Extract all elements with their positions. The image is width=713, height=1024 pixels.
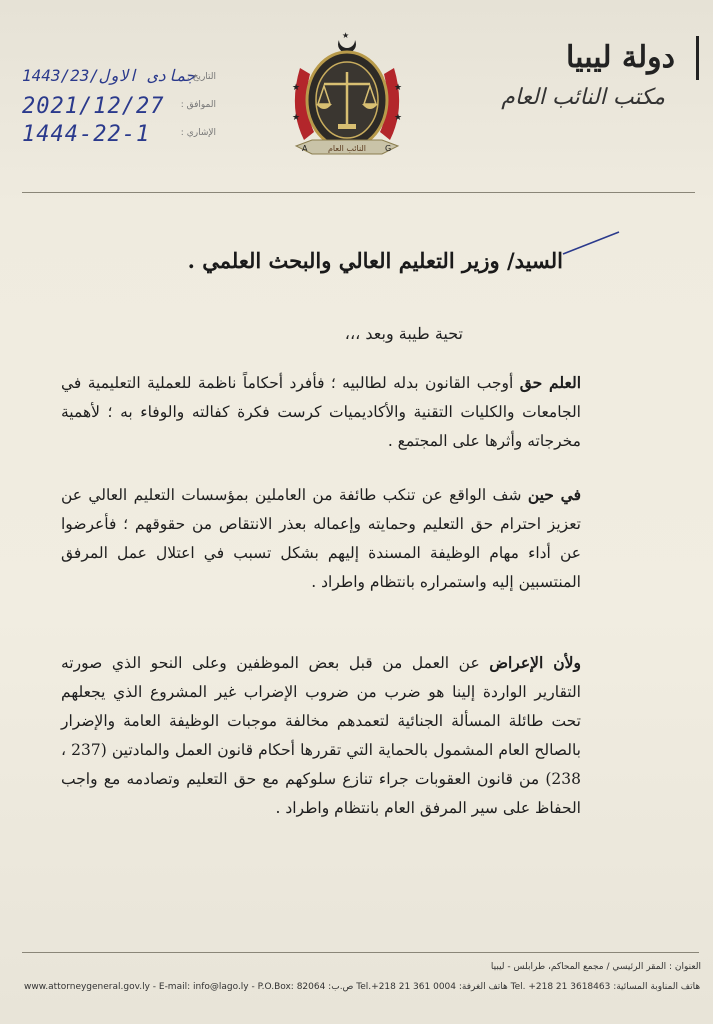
paragraph-1-lead: العلم حق	[519, 373, 582, 392]
government-header	[415, 40, 675, 110]
paragraph-2-lead: في حين	[527, 485, 581, 504]
hijri-date-label: التاريخ :	[186, 72, 216, 82]
office-name: مكتب النائب العام	[501, 85, 665, 110]
paragraph-3	[61, 648, 581, 823]
attorney-general-emblem-icon	[282, 28, 412, 168]
hijri-date-value: 1443/جمادى الاول/23	[22, 66, 196, 85]
svg-text:★: ★	[292, 83, 301, 93]
gregorian-date-row	[16, 94, 216, 122]
svg-text:★: ★	[394, 83, 403, 93]
state-name: دولة ليبيا	[566, 40, 675, 75]
gregorian-date-value: 2021/12/27	[22, 94, 165, 119]
header-vertical-bar	[696, 36, 699, 80]
emblem-banner-text: النائب العام	[327, 144, 367, 153]
header-divider	[22, 192, 695, 193]
svg-text:★: ★	[394, 113, 403, 123]
svg-text:★: ★	[292, 113, 301, 123]
paragraph-2	[61, 480, 581, 597]
paragraph-3-text: عن العمل من قبل بعض الموظفين وعلى النحو الذي صورته التقارير الواردة إلينا هو ضرب من ضروب الإضراب غير المشروع الذي يجعلهم تحت طائلة المسألة الجنائية لتعمدهم مخالفة موجبات الوظيفة العامة والإضرار بالصالح العام المشمول بالحماية التي تقررها أحكام قانون العمل والمادتين (237 ، 238) من قانون العقوبات جراء تنازع سلوكهم مع حق التعليم وتصادمه مع واجب الحفاظ على سير المرفق العام بانتظام واطراد .	[61, 654, 581, 817]
reference-number-row	[16, 122, 216, 150]
reference-block	[16, 66, 216, 150]
gregorian-date-label: الموافق :	[180, 100, 216, 110]
paragraph-3-lead: ولأن الإعراض	[489, 653, 581, 672]
reference-number-label: الإشاري :	[180, 128, 216, 138]
paragraph-1-text: أوجب القانون بدله لطالبيه ؛ فأفرد أحكاماً ناظمة للعملية التعليمية في الجامعات والكليات التقنية والأكاديميات كرست فكرة كفالته والوفاء به ؛ لأهمية مخرجاته وأثرها على المجتمع .	[61, 374, 581, 450]
paragraph-2-text: شف الواقع عن تنكب طائفة من العاملين بمؤسسات التعليم العالي عن تعزيز احترام حق التعليم وحمايته وإعماله بعذر الانتقاص من حقوقهم ؛ فأعرضوا عن أداء مهام الوظيفة المسندة إليهم بشكل تسبب في اعتلال عمل المرفق المنتسبين إليه واستمراره بانتظام واطراد .	[61, 486, 581, 591]
emblem-letter-left: A	[302, 144, 308, 153]
handwritten-mark-icon	[561, 228, 621, 258]
paragraph-1	[61, 368, 581, 456]
svg-text:★: ★	[342, 31, 350, 40]
hijri-date-row	[16, 66, 216, 94]
emblem-letter-right: G	[385, 144, 392, 153]
footer-divider	[22, 952, 699, 953]
greeting: تحية طيبة وبعد ،،،	[344, 324, 463, 343]
footer-address: العنوان : المقر الرئيسي / مجمع المحاكم، طرابلس - ليبيا	[490, 962, 701, 972]
reference-number-value: 1444-22-1	[22, 122, 151, 147]
recipient-line: السيد/ وزير التعليم العالي والبحث العلمي .	[187, 248, 563, 273]
footer-contact: www.attorneygeneral.gov.ly - E-mail: info@lago.ly - P.O.Box: 82064 :ص.ب Tel.+218 21 361 0004 :هاتف الغرفة Tel. +218 21 3618463 :هاتف المناوبة المسائية	[24, 982, 701, 992]
